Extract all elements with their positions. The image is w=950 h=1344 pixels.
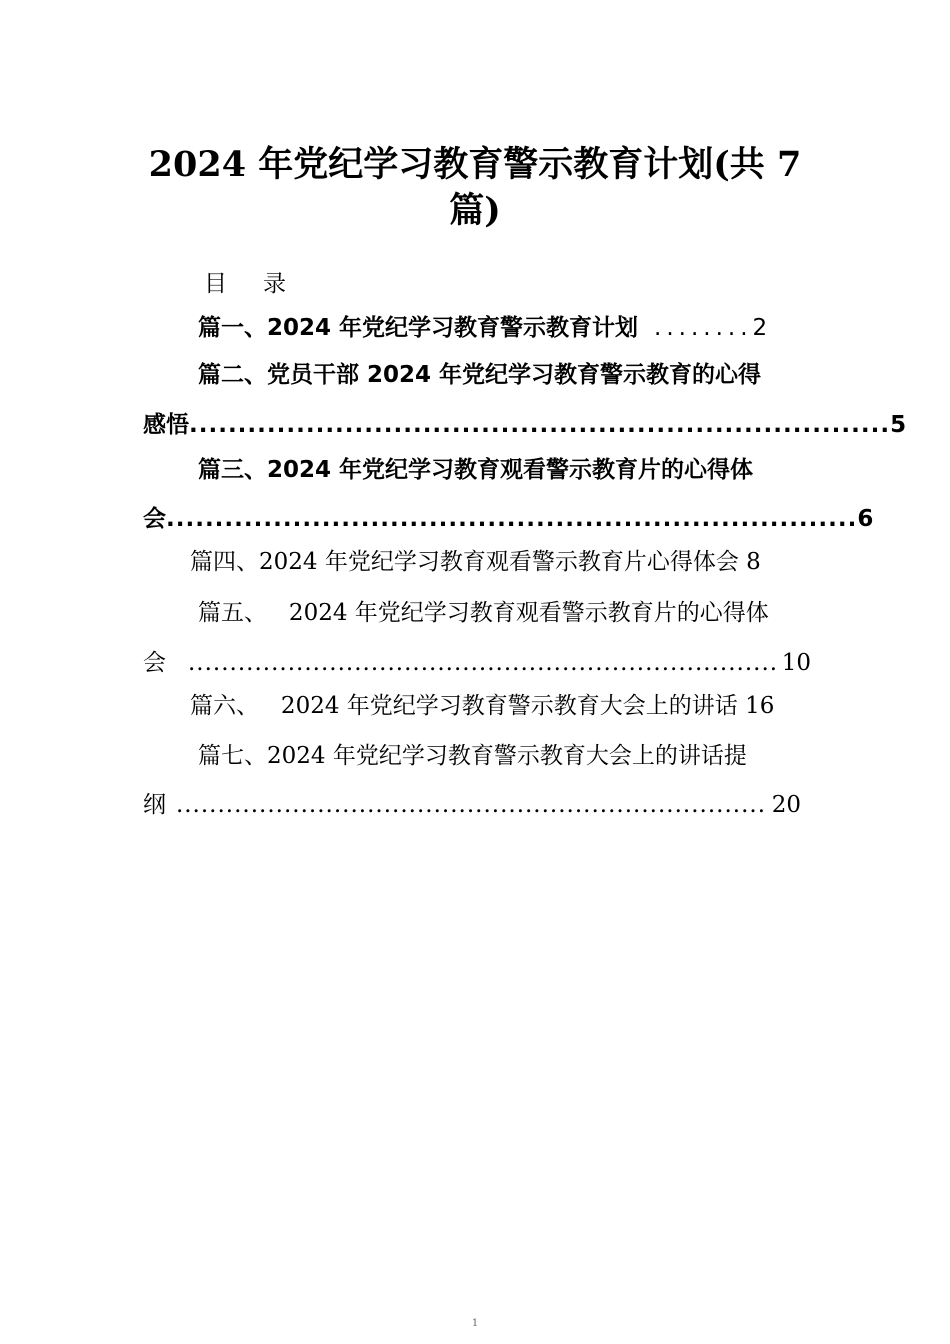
toc-entry-5-cont: 会 xyxy=(143,650,166,676)
toc-heading-char-2: 录 xyxy=(263,271,286,297)
toc-entry-5-dots: ....................................................................... xyxy=(188,650,779,676)
toc-entry-2-dots: ........................................................................ xyxy=(189,412,891,438)
toc-entry-3-dots: ....................................................................... xyxy=(166,506,858,532)
toc-entry-4[interactable] xyxy=(190,547,761,577)
toc-entry-7-cont: 纲 xyxy=(143,792,166,818)
toc-entry-7-continuation[interactable] xyxy=(143,790,801,820)
toc-entry-6-text: 篇六、 2024 年党纪学习教育警示教育大会上的讲话 xyxy=(190,693,738,719)
toc-entry-3-cont: 会 xyxy=(143,506,166,532)
toc-entry-7-dots: ....................................................................... xyxy=(175,792,767,818)
title-line-1: 2024 年党纪学习教育警示教育计划(共 7 xyxy=(148,144,802,185)
toc-entry-5-page: 10 xyxy=(781,650,811,676)
toc-entry-7-page: 20 xyxy=(771,792,801,818)
toc-entry-6-page: 16 xyxy=(745,693,775,719)
title-line-2: 篇) xyxy=(449,190,501,231)
toc-heading xyxy=(204,265,286,298)
toc-entry-3-continuation[interactable] xyxy=(143,504,874,534)
toc-entry-3-page: 6 xyxy=(857,506,874,532)
toc-entry-3[interactable] xyxy=(198,455,753,485)
toc-entry-2-cont: 感悟 xyxy=(143,412,189,438)
document-title xyxy=(120,142,830,234)
toc-heading-char-1: 目 xyxy=(204,271,227,297)
toc-entry-2-page: 5 xyxy=(890,412,907,438)
toc-entry-1[interactable] xyxy=(198,313,798,343)
toc-entry-2-continuation[interactable] xyxy=(143,410,907,440)
toc-entry-2-text: 篇二、党员干部 2024 年党纪学习教育警示教育的心得 xyxy=(198,362,762,388)
toc-entry-1-page: 2 xyxy=(752,315,768,341)
toc-entry-6[interactable] xyxy=(190,691,774,721)
toc-entry-4-page: 8 xyxy=(746,549,761,575)
toc-entry-1-text: 篇一、2024 年党纪学习教育警示教育计划 xyxy=(198,315,639,341)
toc-entry-7-text: 篇七、2024 年党纪学习教育警示教育大会上的讲话提 xyxy=(198,743,747,769)
toc-entry-5[interactable] xyxy=(198,598,769,628)
toc-entry-1-dots: ........ xyxy=(654,315,753,341)
toc-entry-3-text: 篇三、2024 年党纪学习教育观看警示教育片的心得体 xyxy=(198,457,754,483)
page-number: 1 xyxy=(471,1318,479,1329)
toc-entry-7[interactable] xyxy=(198,741,747,771)
toc-entry-2[interactable] xyxy=(198,360,761,390)
toc-entry-5-text: 篇五、 2024 年党纪学习教育观看警示教育片的心得体 xyxy=(198,600,769,626)
toc-entry-5-continuation[interactable] xyxy=(143,648,811,678)
toc-entry-4-text: 篇四、2024 年党纪学习教育观看警示教育片心得体会 xyxy=(190,549,739,575)
